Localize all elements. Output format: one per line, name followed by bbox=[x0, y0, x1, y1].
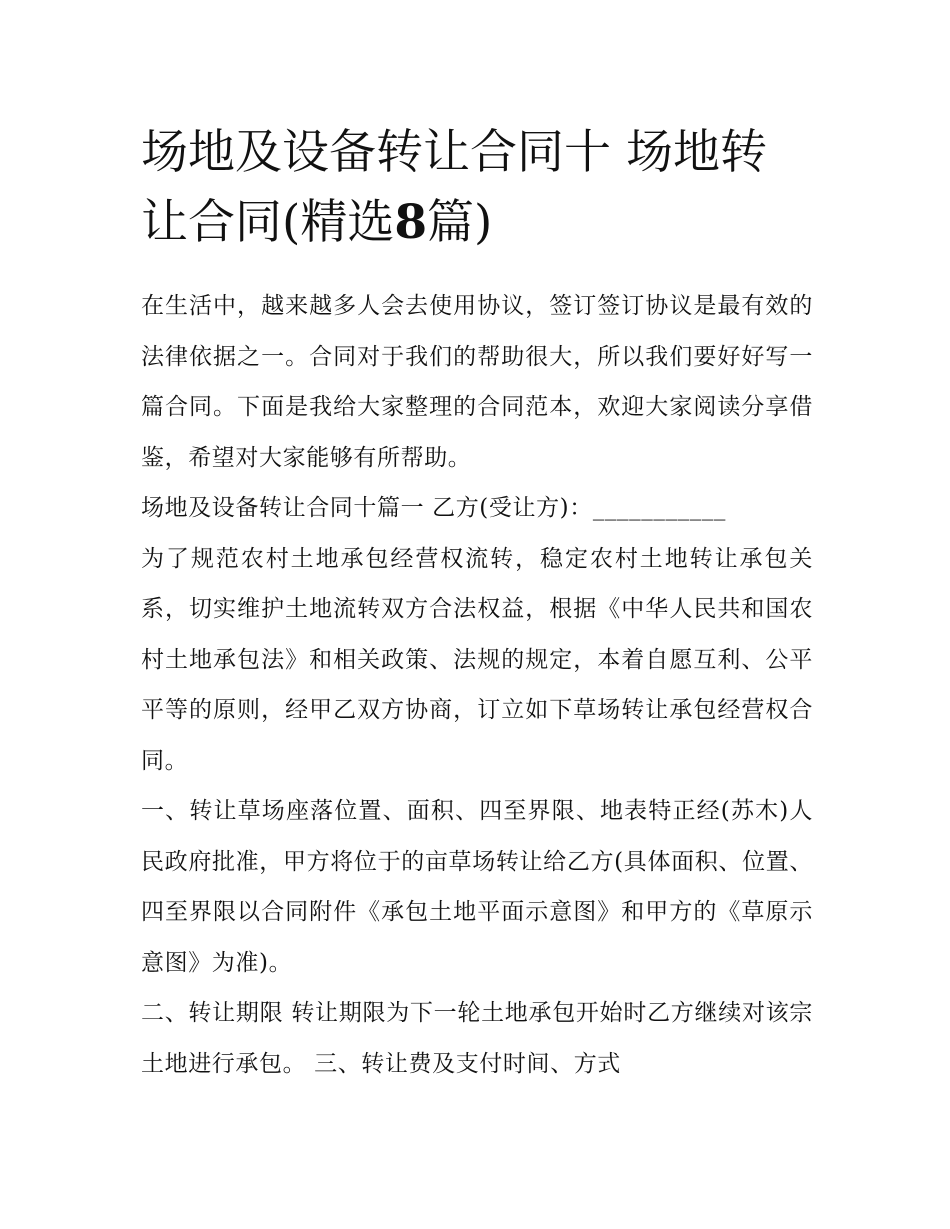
intro-paragraph: 在生活中，越来越多人会去使用协议，签订签订协议是最有效的法律依据之一。合同对于我们的帮助很大，所以我们要好好写一篇合同。下面是我给大家整理的合同范本，欢迎大家阅读分享借鉴，希望对大家能够有所帮助。 bbox=[141, 293, 813, 471]
purpose-paragraph: 为了规范农村土地承包经营权流转，稳定农村土地转让承包关系，切实维护土地流转双方合法权益，根据《中华人民共和国农村土地承包法》和相关政策、法规的规定，本着自愿互利、公平平等的原则，经甲乙双方协商，订立如下草场转让承包经营权合同。 bbox=[141, 545, 813, 774]
title-suffix: 篇) bbox=[427, 195, 493, 250]
document-title bbox=[141, 118, 813, 258]
clause-2-paragraph: 二、转让期限 转让期限为下一轮土地承包开始时乙方继续对该宗土地进行承包。 三、转让费及支付时间、方式 bbox=[141, 1000, 813, 1077]
title-number: 8 bbox=[394, 195, 428, 250]
document-body bbox=[141, 118, 813, 1089]
party-b-line: 场地及设备转让合同十篇一 乙方(受让方)：___________ bbox=[141, 495, 726, 521]
title-text: 场地及设备转让合同十 场地转让合同(精选 bbox=[141, 125, 767, 250]
clause-1-paragraph: 一、转让草场座落位置、面积、四至界限、地表特正经(苏木)人民政府批准，甲方将位于的亩草场转让给乙方(具体面积、位置、四至界限以合同附件《承包土地平面示意图》和甲方的《草原示意图》为准)。 bbox=[141, 798, 813, 976]
